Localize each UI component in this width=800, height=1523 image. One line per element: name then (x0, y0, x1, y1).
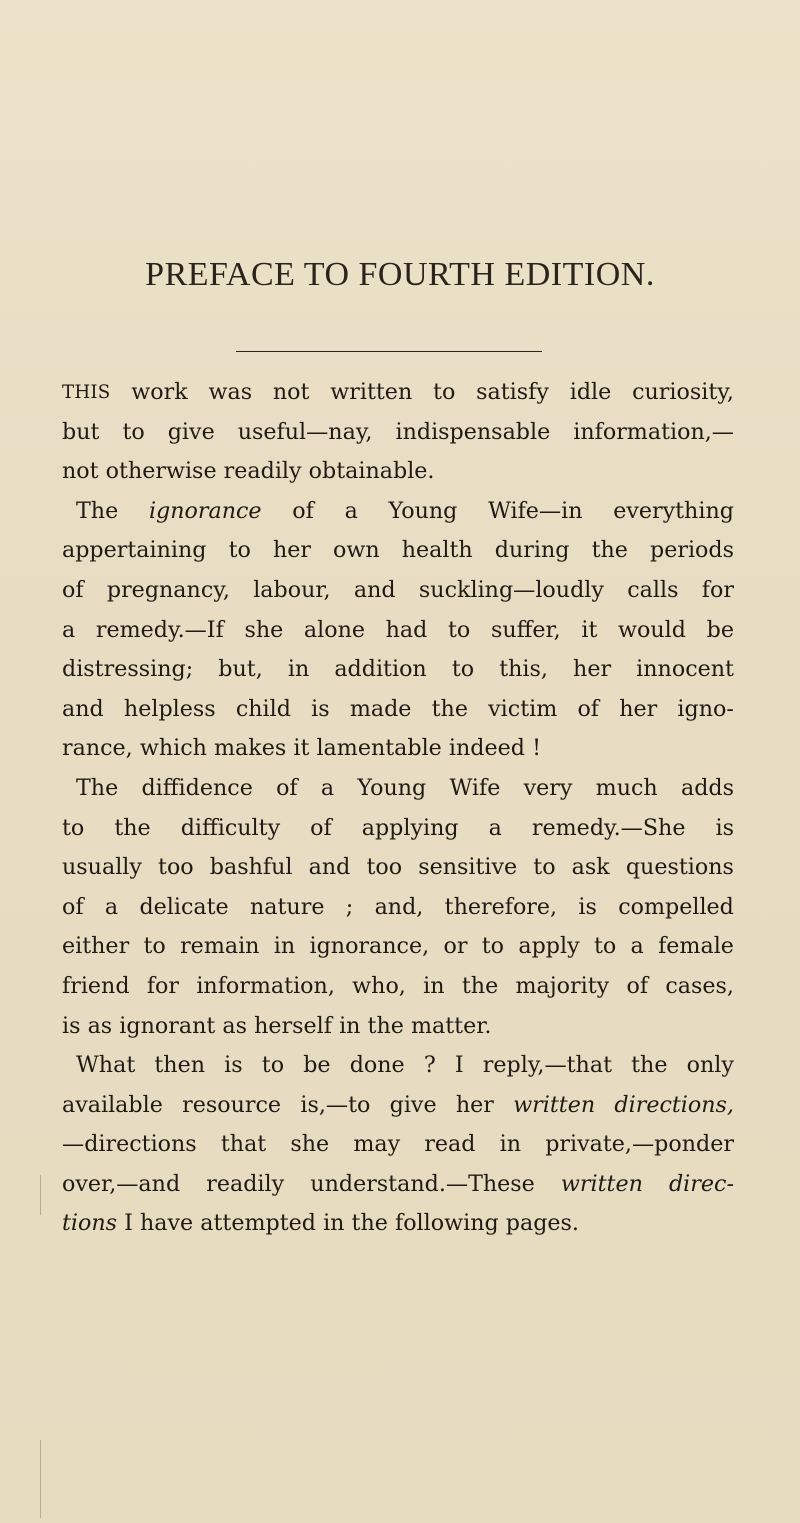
word: she (244, 616, 284, 643)
word: was (208, 379, 253, 405)
word: Young (388, 497, 458, 524)
margin-mark (40, 1440, 41, 1518)
word: is (62, 1012, 81, 1039)
margin-mark (40, 1175, 41, 1215)
word: suckling—loudly (418, 576, 604, 603)
word: own (333, 537, 380, 564)
word: attempted (200, 1210, 316, 1237)
word: is (578, 893, 597, 920)
word: pregnancy, (106, 576, 230, 603)
word: only (686, 1052, 734, 1079)
word: she (290, 1131, 330, 1158)
word: and, (374, 893, 424, 920)
word: available (62, 1091, 163, 1118)
word: victim (488, 695, 558, 722)
word: not (272, 379, 310, 405)
word: much (595, 774, 658, 801)
word: as (87, 1012, 113, 1039)
word: to (593, 933, 617, 960)
word: read (424, 1131, 476, 1158)
text-line (62, 1007, 734, 1047)
word: remain (180, 933, 260, 960)
word: not (62, 458, 99, 485)
word: made (349, 695, 412, 722)
word: I (454, 1052, 464, 1079)
word: following (394, 1210, 499, 1237)
word: the (461, 972, 499, 999)
word: and (353, 576, 396, 603)
word: applying (361, 814, 459, 841)
text-line (62, 1046, 734, 1086)
word: tions (62, 1210, 118, 1237)
word: to (433, 379, 456, 405)
word: Young (357, 774, 427, 801)
word: of (577, 695, 600, 722)
word: it (581, 616, 598, 643)
word: in (323, 1210, 345, 1237)
word: difficulty (180, 814, 281, 841)
word: a (320, 774, 335, 801)
word: to (451, 656, 475, 683)
word: as (222, 1012, 248, 1039)
word: understand.—These (310, 1170, 535, 1197)
word: had (385, 616, 428, 643)
text-line (62, 690, 734, 730)
word: alone (303, 616, 365, 643)
word: otherwise (105, 458, 217, 485)
word: obtainable. (308, 458, 435, 485)
word: satisfy (476, 379, 549, 405)
word: ? (423, 1052, 436, 1079)
word: too (366, 854, 403, 881)
text-line (62, 769, 734, 809)
word: then (154, 1052, 206, 1079)
word: work (131, 379, 188, 405)
word: information,— (573, 418, 734, 445)
word: to (143, 933, 166, 960)
word: the (631, 1052, 668, 1079)
word: a (344, 497, 358, 524)
word: and (62, 695, 104, 722)
word: written (560, 1170, 643, 1197)
word: Wife—in (488, 497, 583, 524)
word: of (62, 893, 84, 920)
word: is (715, 814, 734, 841)
text-line (62, 1125, 734, 1165)
word: this, (499, 656, 548, 683)
word: done (349, 1052, 405, 1079)
word: innocent (636, 656, 734, 683)
word: the (591, 537, 628, 564)
word: is (224, 1052, 243, 1079)
word: but, (218, 656, 263, 683)
word: the (114, 814, 151, 841)
word: friend (62, 972, 130, 999)
word: of (276, 774, 298, 801)
word: indeed (448, 735, 525, 762)
word: indispensable (395, 418, 551, 445)
word: and (308, 854, 351, 881)
word: in (287, 656, 310, 683)
word: herself (254, 1012, 332, 1039)
word: cases, (665, 972, 734, 999)
word: to (62, 814, 85, 841)
word: ignorant (119, 1012, 216, 1039)
word: remedy.—She (531, 814, 686, 841)
word: usually (62, 854, 142, 881)
word: makes (214, 735, 287, 762)
title-divider (236, 351, 542, 352)
word: directions, (614, 1091, 734, 1118)
word: have (140, 1210, 194, 1237)
word: suffer, (490, 616, 561, 643)
word: THIS (62, 382, 111, 403)
word: that (220, 1131, 267, 1158)
word: in (273, 933, 296, 960)
word: matter. (410, 1012, 492, 1039)
text-line (62, 452, 734, 492)
word: very (523, 774, 573, 801)
word: readily (206, 1170, 285, 1197)
word: majority (515, 972, 610, 999)
word: igno- (677, 695, 734, 722)
text-line (62, 809, 734, 849)
word: lamentable (316, 735, 442, 762)
word: to (448, 616, 471, 643)
text-line (62, 888, 734, 928)
word: addition (334, 656, 427, 683)
word: bashful (209, 854, 293, 881)
page-title: PREFACE TO FOURTH EDITION. (145, 256, 655, 293)
word: in (499, 1131, 522, 1158)
word: give (167, 418, 215, 445)
word: information, (196, 972, 335, 999)
word: compelled (618, 893, 734, 920)
word: or (443, 933, 468, 960)
word: either (62, 933, 130, 960)
word: give (389, 1091, 437, 1118)
word: her (455, 1091, 494, 1118)
word: but (62, 418, 100, 445)
text-line (62, 927, 734, 967)
word: calls (627, 576, 679, 603)
word: is (311, 695, 330, 722)
word: diffidence (141, 774, 253, 801)
word: be (706, 616, 734, 643)
text-line (62, 413, 734, 453)
word: ; (345, 893, 354, 920)
word: The (76, 497, 119, 524)
word: written (330, 379, 413, 405)
word: distressing; (62, 656, 194, 683)
word: labour, (253, 576, 331, 603)
word: it (293, 735, 310, 762)
word: direc- (668, 1170, 734, 1197)
text-line (62, 729, 734, 769)
word: of (292, 497, 314, 524)
word: her (573, 656, 612, 683)
word: rance, (62, 735, 133, 762)
word: is,—to (300, 1091, 371, 1118)
word: Wife (449, 774, 501, 801)
text-line (62, 1086, 734, 1126)
text-line (62, 611, 734, 651)
word: of (626, 972, 649, 999)
word: ! (532, 735, 541, 762)
word: helpless (123, 695, 216, 722)
word: sensitive (418, 854, 518, 881)
word: a (104, 893, 119, 920)
word: to (122, 418, 145, 445)
text-line (62, 650, 734, 690)
text-line (62, 848, 734, 888)
word: appertaining (62, 537, 207, 564)
word: I (124, 1210, 133, 1237)
word: curiosity, (632, 379, 734, 405)
text-line (62, 967, 734, 1007)
word: the (367, 1012, 404, 1039)
word: child (235, 695, 291, 722)
word: a (488, 814, 502, 841)
text-line (62, 571, 734, 611)
word: of (62, 576, 84, 603)
word: to (228, 537, 251, 564)
word: delicate (139, 893, 229, 920)
word: —directions (62, 1131, 197, 1158)
word: who, (352, 972, 406, 999)
word: useful—nay, (237, 418, 373, 445)
word: adds (680, 774, 734, 801)
word: for (146, 972, 180, 999)
word: The (76, 774, 119, 801)
word: during (494, 537, 570, 564)
word: What (76, 1052, 136, 1079)
word: everything (613, 497, 734, 524)
word: reply,—that (482, 1052, 612, 1079)
word: readily (223, 458, 302, 485)
word: may (353, 1131, 401, 1158)
word: ignorance, (309, 933, 430, 960)
word: to (533, 854, 556, 881)
word: to (261, 1052, 285, 1079)
word: ask (571, 854, 610, 881)
word: therefore, (444, 893, 558, 920)
word: resource (182, 1091, 282, 1118)
word: which (139, 735, 207, 762)
word: a (630, 933, 644, 960)
word: the (431, 695, 468, 722)
word: too (158, 854, 194, 881)
word: questions (625, 854, 734, 881)
word: would (618, 616, 686, 643)
preface-body (62, 373, 734, 1244)
word: private,—ponder (545, 1131, 734, 1158)
word: health (401, 537, 473, 564)
word: written (513, 1091, 596, 1118)
word: in (423, 972, 445, 999)
word: be (303, 1052, 331, 1079)
word: in (339, 1012, 361, 1039)
word: idle (569, 379, 612, 405)
word: over,—and (62, 1170, 181, 1197)
word: female (658, 933, 734, 960)
text-line (62, 531, 734, 571)
text-line (62, 373, 734, 413)
word: her (619, 695, 658, 722)
word: remedy.—If (95, 616, 224, 643)
word: to (481, 933, 505, 960)
word: a (62, 616, 76, 643)
word: of (310, 814, 332, 841)
word: the (351, 1210, 388, 1237)
word: pages. (505, 1210, 579, 1237)
word: periods (650, 537, 734, 564)
word: apply (518, 933, 580, 960)
word: ignorance (148, 497, 262, 524)
word: nature (249, 893, 325, 920)
word: for (701, 576, 734, 603)
word: her (272, 537, 311, 564)
text-line (62, 492, 734, 532)
text-line (62, 1204, 734, 1244)
text-line (62, 1165, 734, 1205)
